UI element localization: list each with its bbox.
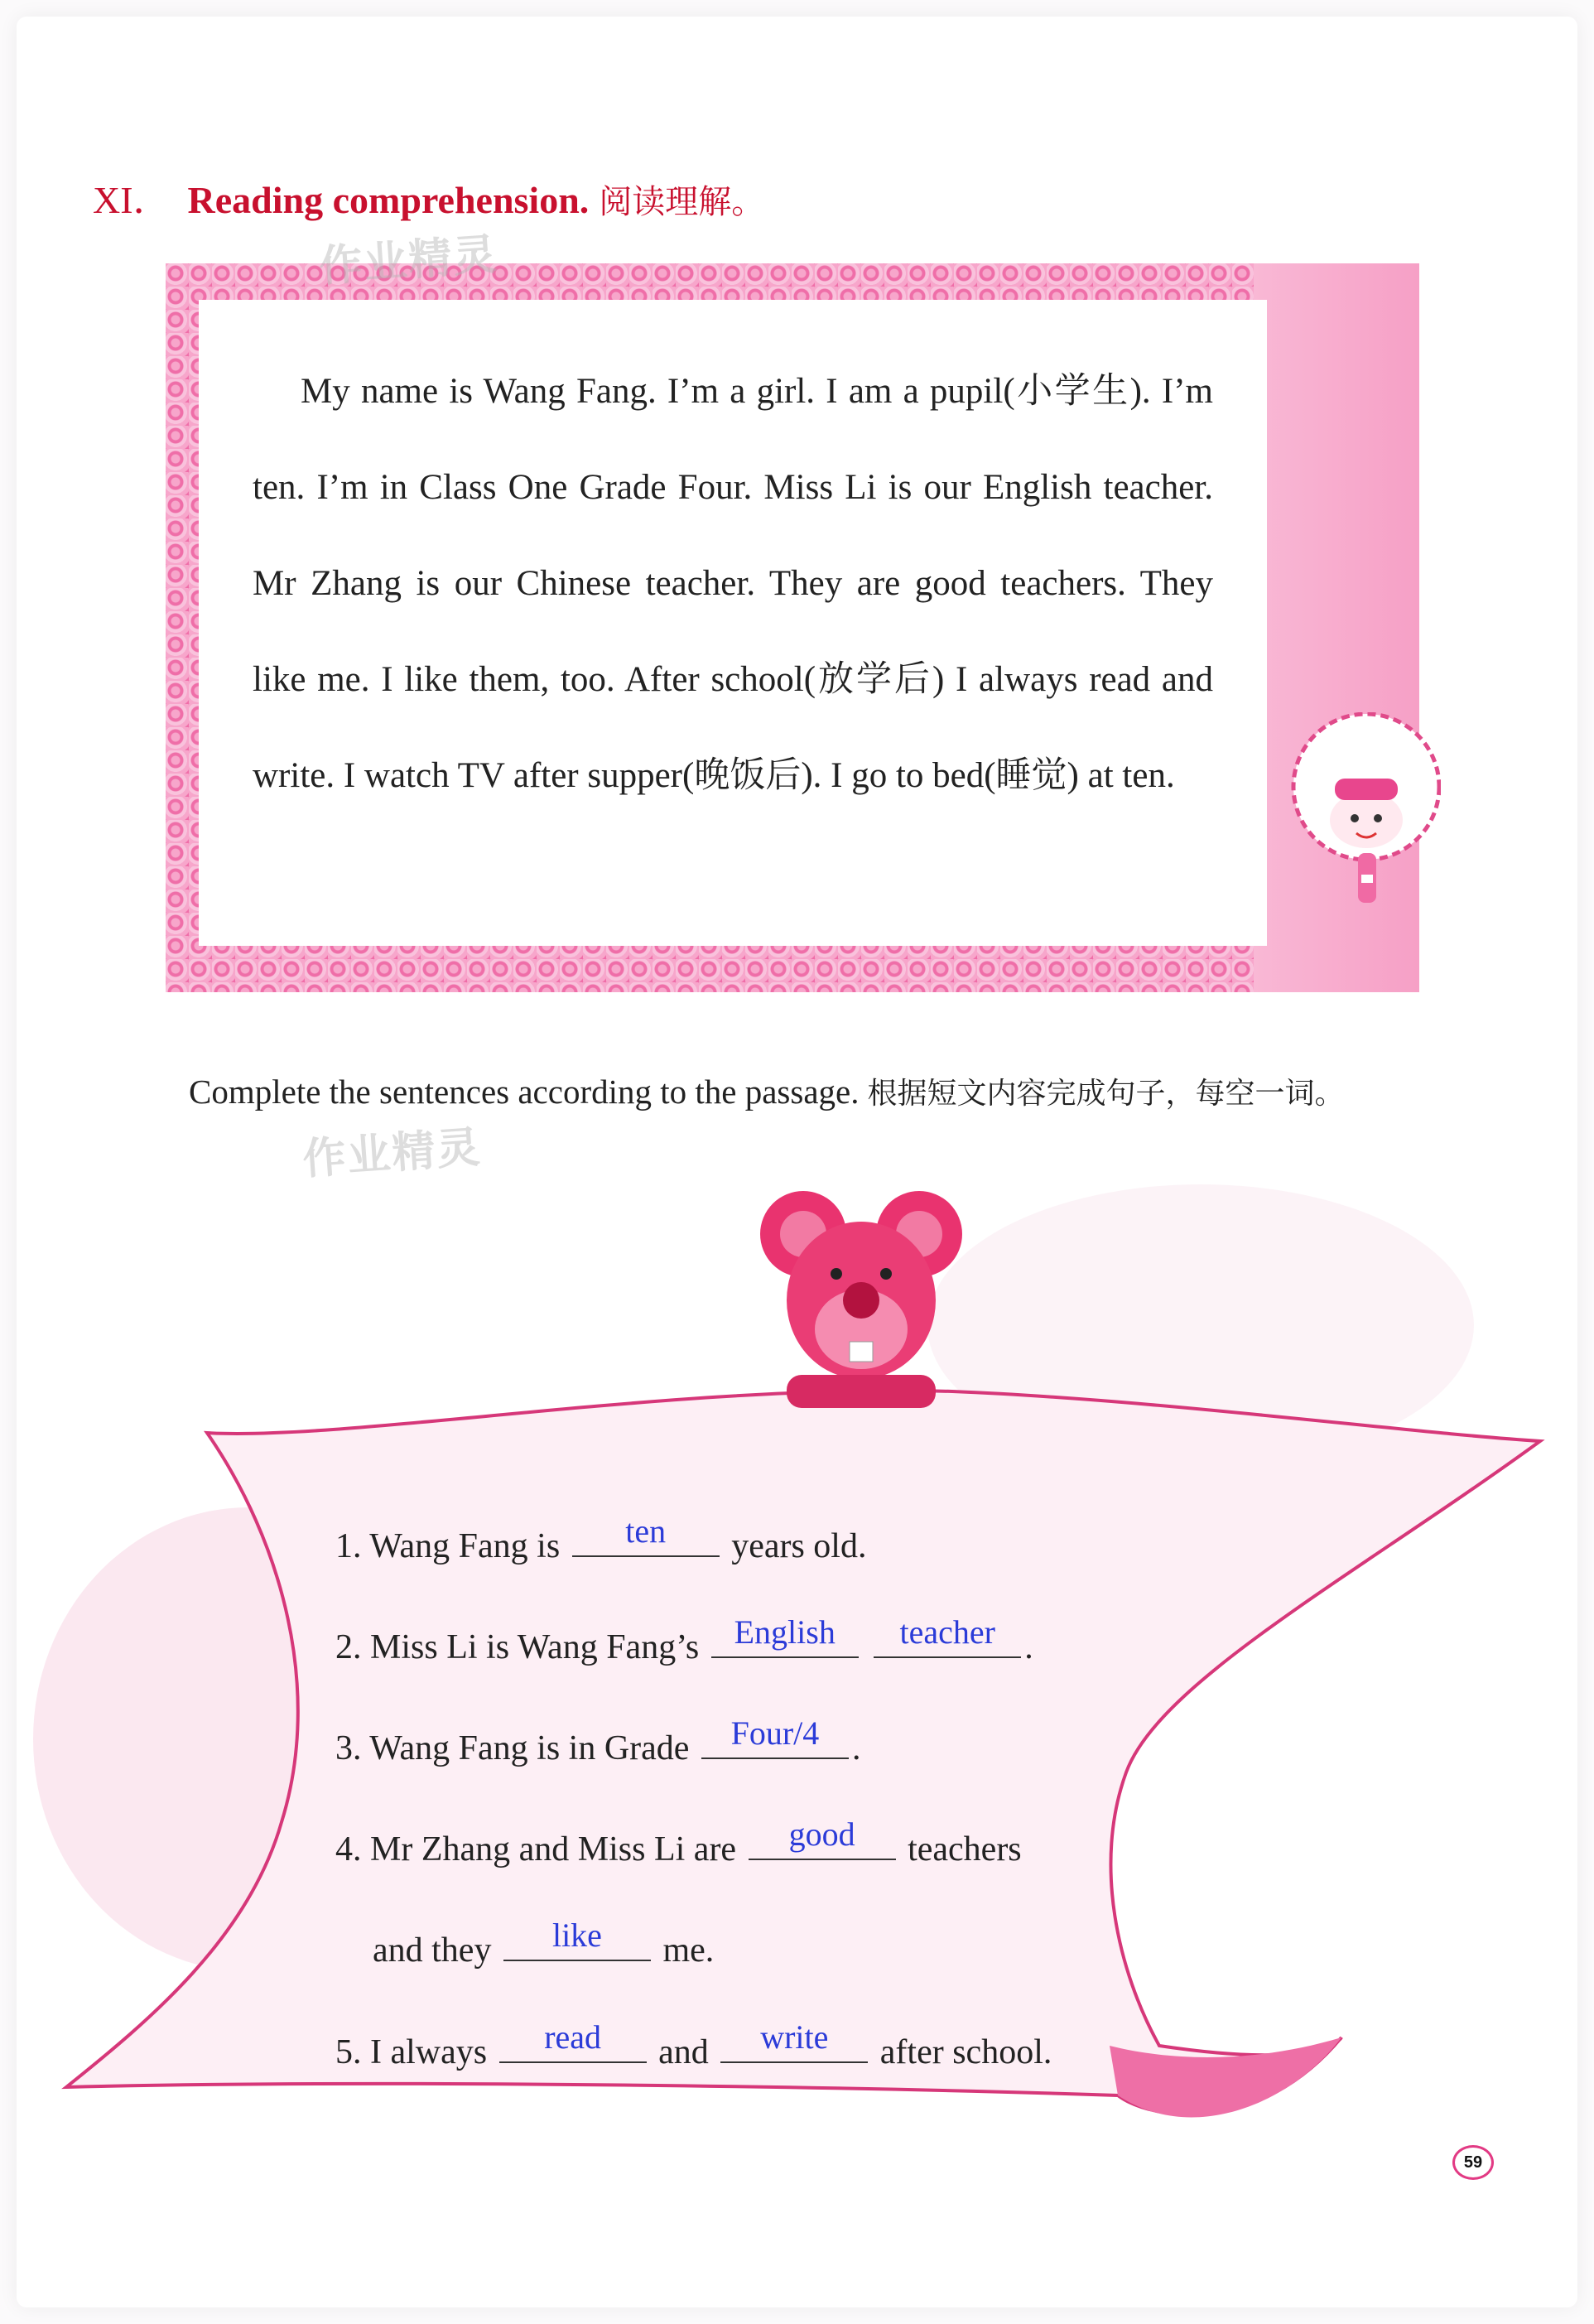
question-4b-text: and they: [373, 1931, 492, 1970]
answer-blank[interactable]: [749, 1815, 896, 1860]
question-1-text: 1. Wang Fang is: [335, 1527, 561, 1565]
page-number: 59: [1452, 2145, 1494, 2180]
answer-text: teacher: [899, 1613, 995, 1651]
question-4-continued: [373, 1917, 715, 1970]
answer-text: good: [788, 1815, 855, 1853]
cartoon-girl-icon: [1275, 712, 1441, 911]
question-1-tail: years old.: [731, 1527, 867, 1565]
instruction: [189, 1070, 1345, 1112]
section-title-cn: 阅读理解。: [599, 183, 765, 221]
question-5: [335, 2018, 1052, 2072]
answer-blank[interactable]: [874, 1613, 1021, 1658]
answer-blank[interactable]: [572, 1512, 720, 1557]
answer-blank[interactable]: [720, 2018, 868, 2063]
question-2-text: 2. Miss Li is Wang Fang’s: [335, 1628, 700, 1666]
question-2-tail: .: [1024, 1628, 1033, 1666]
answer-text: ten: [625, 1512, 667, 1550]
question-4: [335, 1815, 1022, 1869]
answer-blank[interactable]: [701, 1714, 849, 1759]
instruction-en: Complete the sentences according to the passage.: [189, 1073, 860, 1111]
question-2: [335, 1613, 1033, 1667]
answer-blank[interactable]: [499, 2018, 647, 2063]
question-4-text: 4. Mr Zhang and Miss Li are: [335, 1830, 737, 1868]
watermark-top: 作业精灵: [317, 229, 500, 292]
section-title: [93, 170, 764, 224]
instruction-cn: 根据短文内容完成句子，每空一词。: [867, 1077, 1345, 1111]
section-title-en: Reading comprehension.: [187, 179, 590, 221]
question-5-mid: and: [658, 2033, 709, 2071]
passage-text: My name is Wang Fang. I’m a girl. I am a pupil(小学生). I’m ten. I’m in Class One Grade Four. Miss Li is our English teacher. Mr Zhang is our Chinese teacher. They are good teachers. They like me. I like them, too. After school(放学后) I always read and write. I watch TV after supper(晚饭后). I go to bed(睡觉) at ten.: [253, 372, 1213, 795]
question-3-tail: .: [851, 1729, 861, 1767]
answer-text: English: [734, 1613, 836, 1651]
answer-blank[interactable]: [711, 1613, 859, 1658]
question-5-text: 5. I always: [335, 2033, 488, 2071]
answer-text: write: [760, 2018, 829, 2056]
question-5-tail: after school.: [879, 2033, 1052, 2071]
answer-text: Four/4: [730, 1714, 820, 1752]
answer-text: like: [551, 1917, 602, 1954]
answer-text: read: [544, 2018, 602, 2056]
section-number: XI．: [93, 179, 171, 221]
watermark-middle: 作业精灵: [301, 1122, 484, 1185]
question-1: [335, 1512, 867, 1566]
mouse-mascot-icon: [754, 1176, 969, 1408]
question-3: [335, 1714, 861, 1768]
question-4b-tail: me.: [662, 1931, 715, 1970]
answer-blank[interactable]: [503, 1917, 651, 1961]
question-3-text: 3. Wang Fang is in Grade: [335, 1729, 690, 1767]
question-4-tail: teachers: [908, 1830, 1022, 1868]
